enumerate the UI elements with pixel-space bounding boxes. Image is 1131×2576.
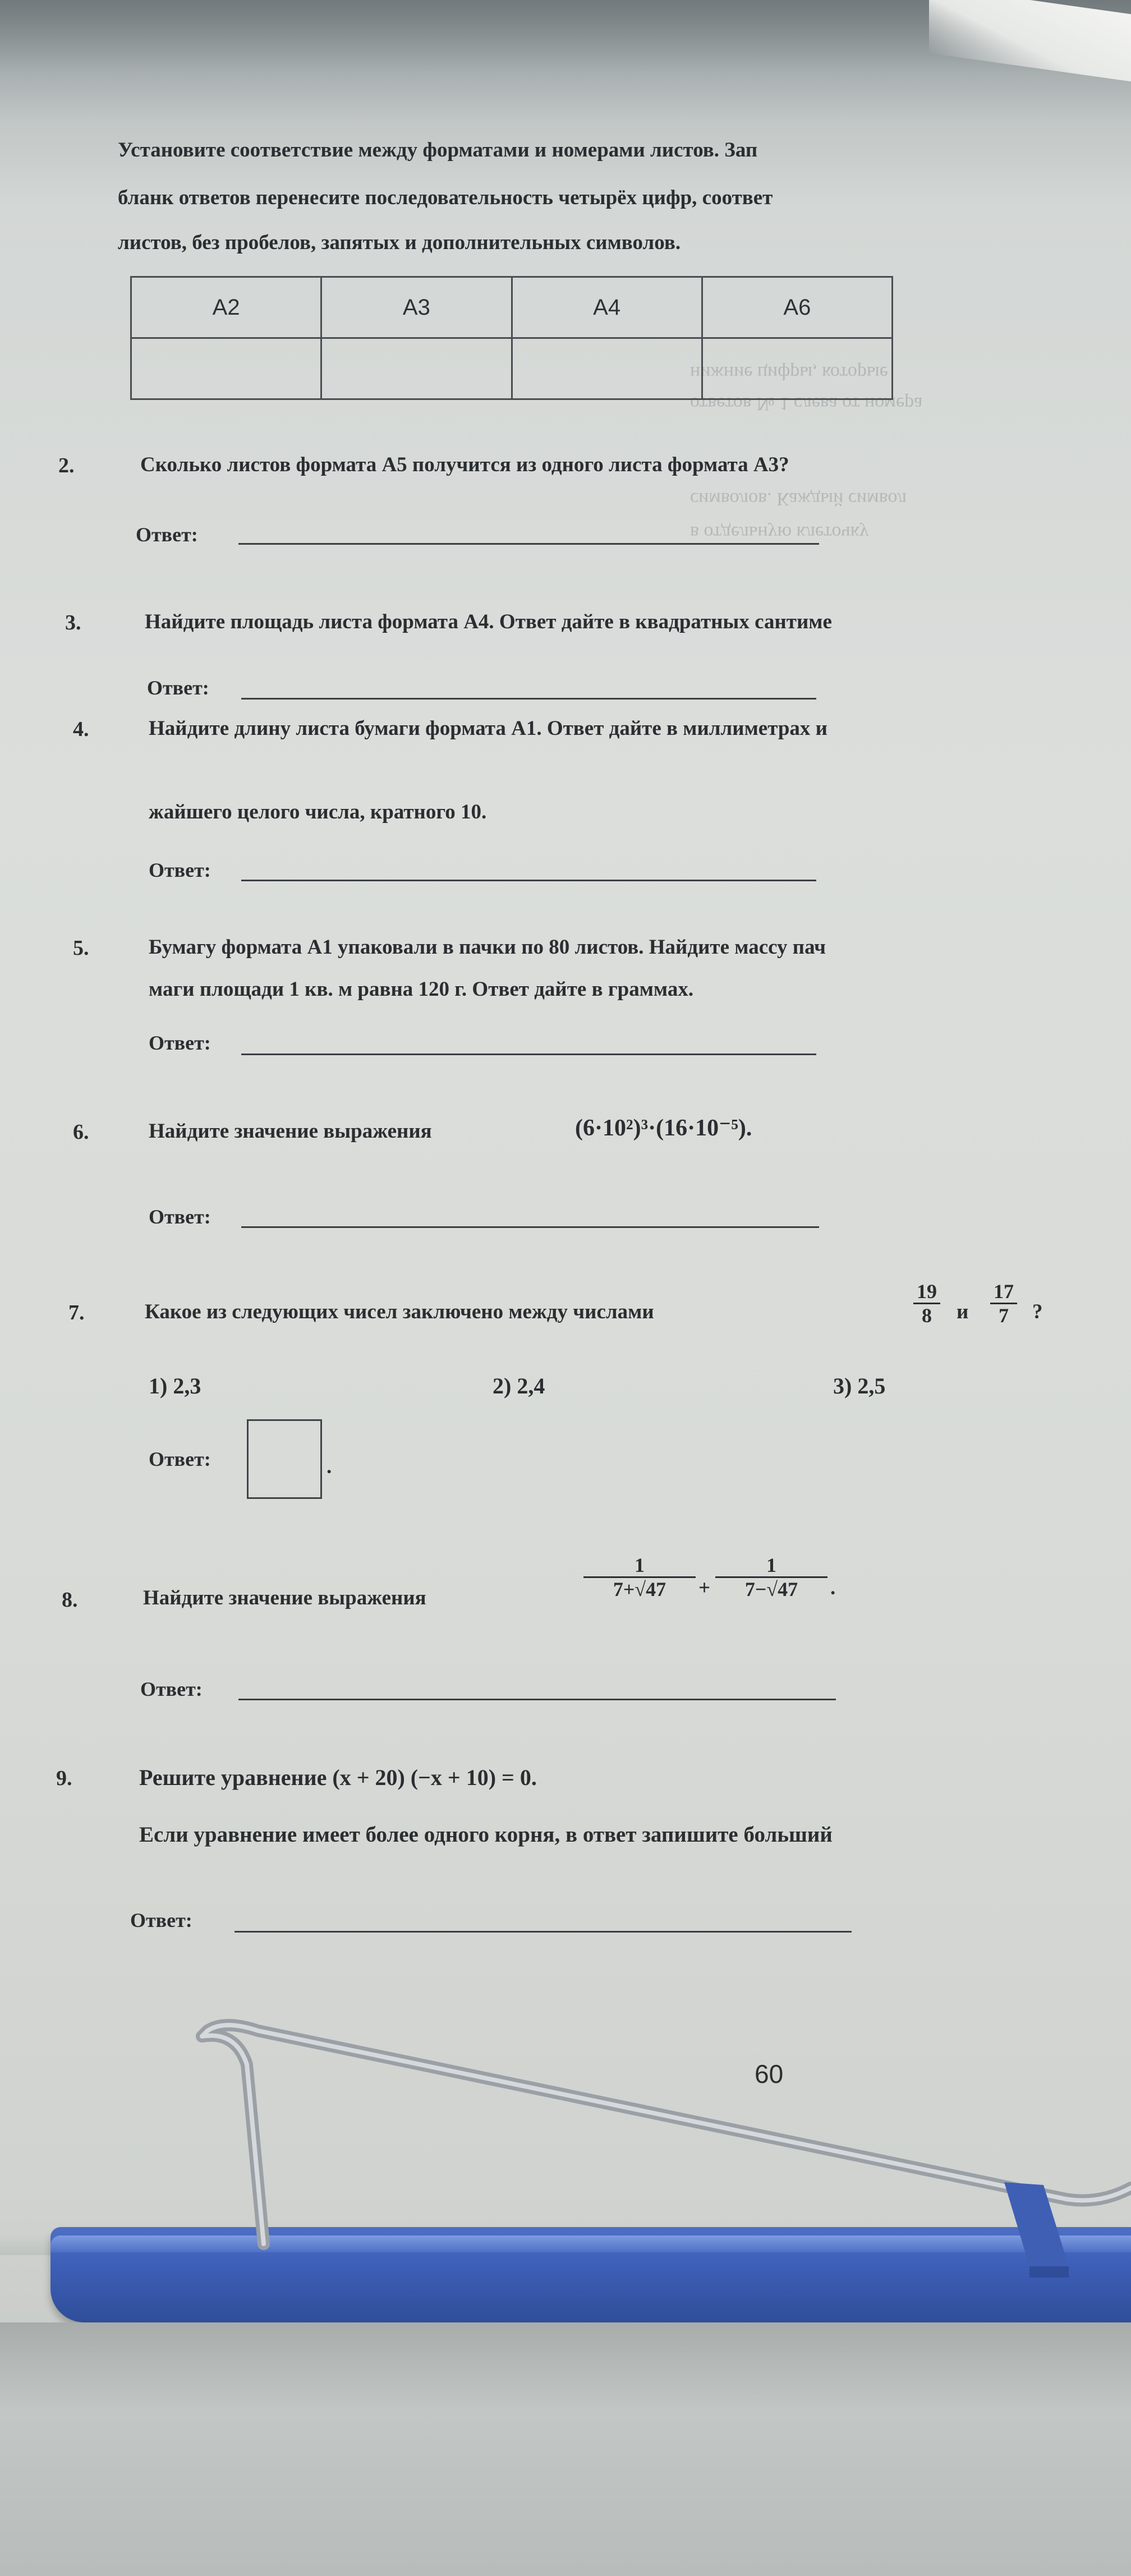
q9-text-line2: Если уравнение имеет более одного корня, в ответ запишите больший [139, 1823, 833, 1847]
table-header-cell: A3 [321, 277, 512, 338]
q7-fraction-2 [990, 1280, 1017, 1327]
q8-fraction-2 [715, 1554, 827, 1600]
q6-expression: (6·10²)³·(16·10⁻⁵). [575, 1115, 752, 1141]
q1-text-line1: Установите соответствие между форматами и номерами листов. Зап [118, 139, 758, 162]
q6-answer-line[interactable] [241, 1226, 819, 1228]
q2-number: 2. [58, 454, 75, 477]
q4-text-line1: Найдите длину листа бумаги формата А1. Ответ дайте в миллиметрах и [149, 717, 827, 740]
table-answer-cell[interactable] [512, 338, 702, 399]
table-surface [0, 2322, 1131, 2576]
q4-text-line2: жайшего целого числа, кратного 10. [149, 801, 487, 824]
q5-answer-line[interactable] [241, 1054, 816, 1055]
q3-number: 3. [65, 611, 81, 634]
q8-answer-line[interactable] [238, 1699, 836, 1700]
q9-answer-line[interactable] [235, 1931, 852, 1933]
q9-text: Решите уравнение (x + 20) (−x + 10) = 0. [139, 1765, 537, 1790]
q7-option-2[interactable]: 2) 2,4 [493, 1373, 545, 1399]
q2-text: Сколько листов формата А5 получится из одного листа формата А3? [140, 453, 789, 476]
q6-text: Найдите значение выражения [149, 1120, 432, 1143]
q1-text-line2: бланк ответов перенесите последовательность четырёх цифр, соответ [118, 186, 773, 209]
q7-option-3[interactable]: 3) 2,5 [833, 1373, 886, 1399]
show-through-text: ответов № 1 слева от номера [690, 393, 923, 414]
q6-answer-label: Ответ: [149, 1206, 211, 1228]
q8-plus: + [698, 1576, 711, 1599]
q7-question-mark: ? [1032, 1300, 1043, 1323]
show-through-text: в отдельную клеточку [690, 522, 869, 543]
q7-answer-box[interactable] [247, 1419, 322, 1499]
q7-option-1[interactable]: 1) 2,3 [149, 1373, 201, 1399]
q7-number: 7. [68, 1301, 85, 1324]
show-through-text: символов. Каждый символ [690, 489, 907, 509]
q7-answer-dot: . [327, 1455, 332, 1478]
q3-answer-label: Ответ: [147, 677, 209, 699]
table-answer-cell[interactable] [702, 338, 892, 399]
q8-fraction-2-denominator: 7−√47 [744, 1578, 798, 1600]
q7-answer-label: Ответ: [149, 1448, 211, 1470]
page-number: 60 [755, 2059, 784, 2089]
q7-and: и [957, 1300, 969, 1323]
show-through-text: нижние цифры, которые [690, 362, 888, 383]
q8-fraction-1 [583, 1554, 696, 1600]
q7-text: Какое из следующих чисел заключено между числами [145, 1300, 654, 1323]
q8-dot: . [830, 1576, 836, 1599]
q8-fraction-2-numerator: 1 [715, 1554, 827, 1578]
q5-answer-label: Ответ: [149, 1032, 211, 1054]
q8-fraction-1-denominator: 7+√47 [613, 1578, 666, 1600]
q8-number: 8. [62, 1588, 78, 1612]
table-header-cell: A6 [702, 277, 892, 338]
table-answer-cell[interactable] [321, 338, 512, 399]
q2-answer-line[interactable] [238, 543, 819, 545]
q6-number: 6. [73, 1120, 89, 1144]
q8-answer-label: Ответ: [140, 1678, 203, 1700]
q1-text-line3: листов, без пробелов, запятых и дополнительных символов. [118, 231, 681, 254]
q4-answer-label: Ответ: [149, 859, 211, 881]
q5-text-line1: Бумагу формата А1 упаковали в пачки по 80 листов. Найдите массу пач [149, 936, 826, 959]
q5-text-line2: маги площади 1 кв. м равна 120 г. Ответ дайте в граммах. [149, 978, 694, 1001]
table-header-cell: A2 [131, 277, 321, 338]
q9-answer-label: Ответ: [130, 1909, 192, 1931]
q4-number: 4. [73, 717, 89, 741]
q3-answer-line[interactable] [241, 698, 816, 700]
q5-number: 5. [73, 936, 89, 960]
q3-text: Найдите площадь листа формата А4. Ответ дайте в квадратных сантиме [145, 610, 832, 633]
table-answer-cell[interactable] [131, 338, 321, 399]
q7-fraction-2-numerator: 17 [990, 1280, 1017, 1304]
table-header-cell: A4 [512, 277, 702, 338]
q7-fraction-2-denominator: 7 [999, 1304, 1009, 1327]
answer-table [130, 276, 893, 400]
q7-fraction-1 [913, 1280, 940, 1327]
table-answer-row[interactable] [131, 338, 893, 399]
table-header-row [131, 277, 893, 338]
q2-answer-label: Ответ: [136, 523, 198, 546]
q4-answer-line[interactable] [241, 880, 816, 881]
q7-fraction-1-numerator: 19 [913, 1280, 940, 1304]
q7-fraction-1-denominator: 8 [922, 1304, 932, 1327]
q8-text: Найдите значение выражения [143, 1586, 426, 1609]
q9-number: 9. [56, 1767, 72, 1790]
q8-fraction-1-numerator: 1 [583, 1554, 696, 1578]
book-stand-wire [0, 1997, 1131, 2278]
